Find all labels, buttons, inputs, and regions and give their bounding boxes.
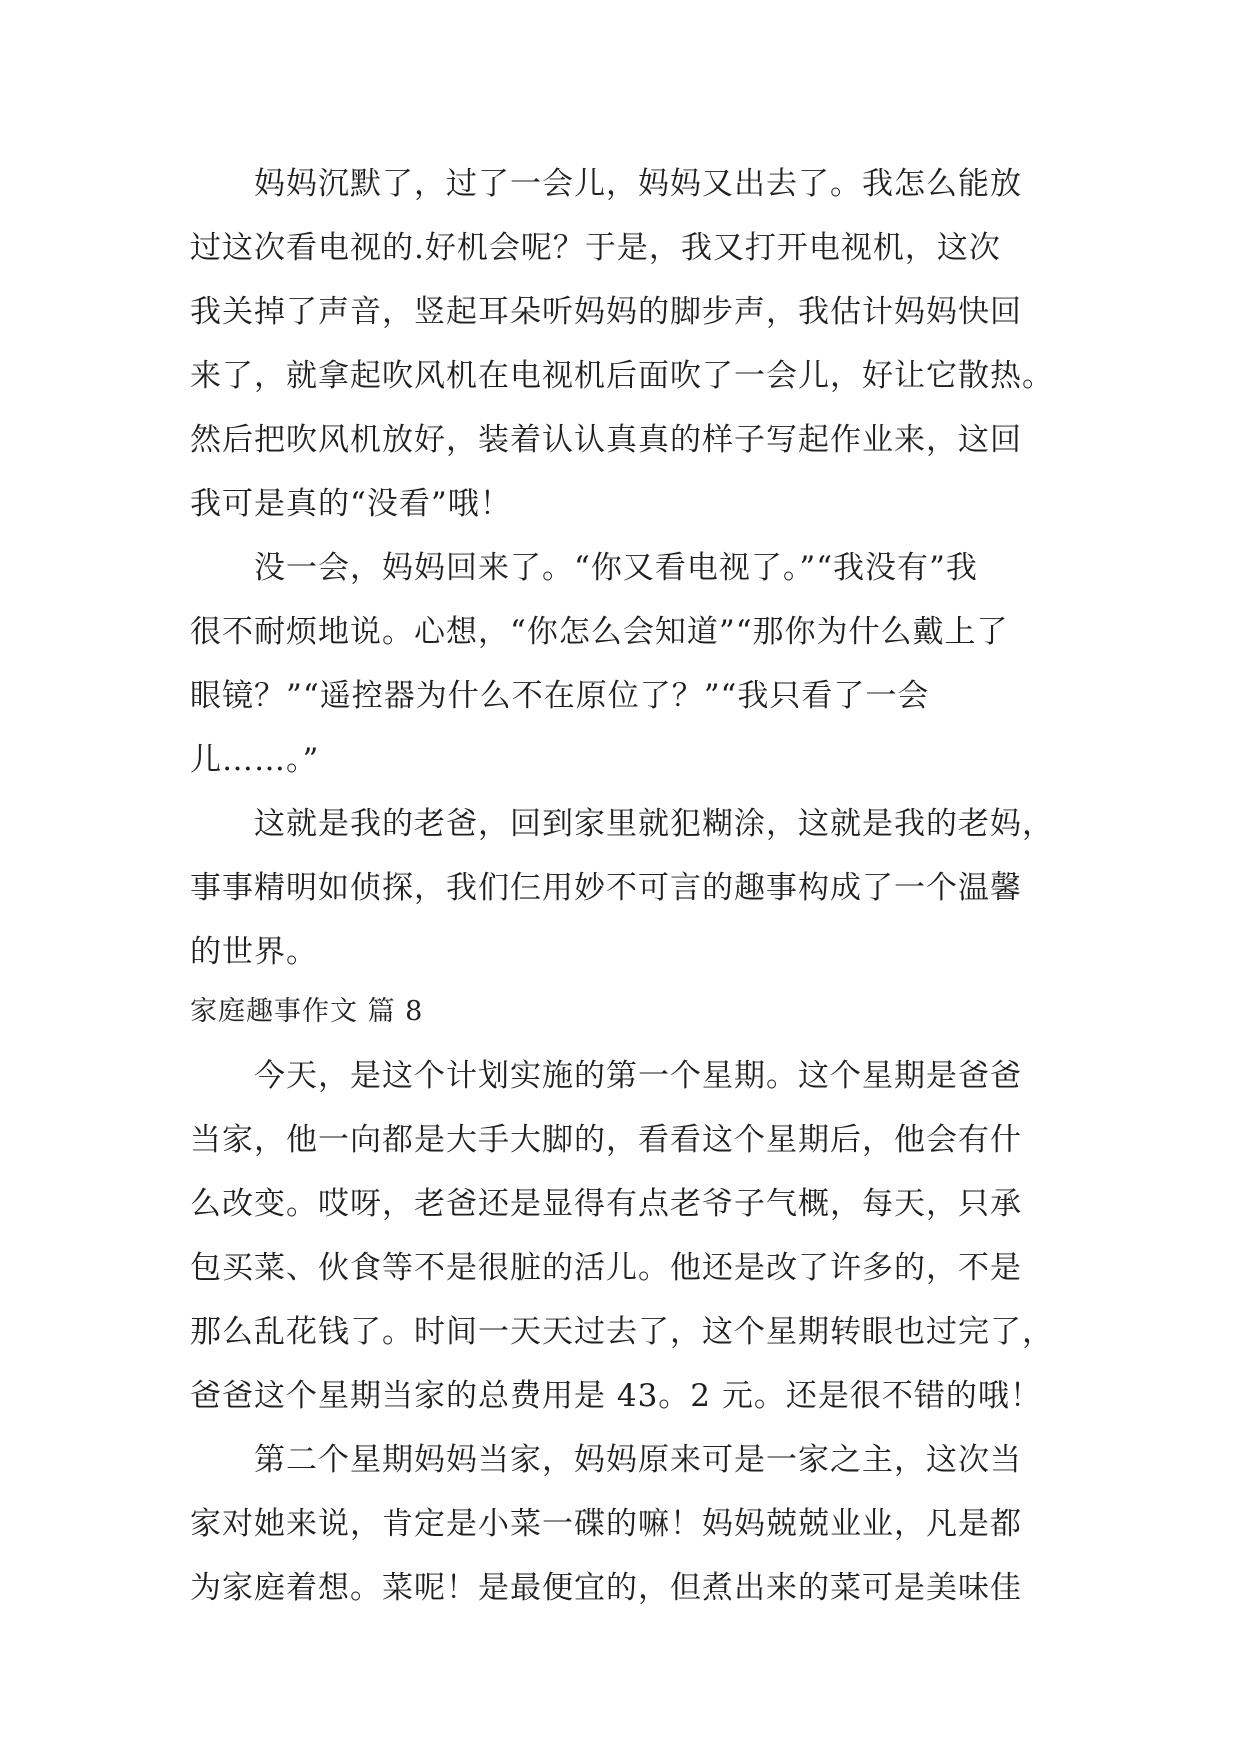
text-line: 这就是我的老爸，回到家里就犯糊涂，这就是我的老妈， [254,806,1054,842]
text-line: 事事精明如侦探，我们仨用妙不可言的趣事构成了一个温馨 [190,870,1022,906]
text-line: 爸爸这个星期当家的总费用是 43。2 元。还是很不错的哦！ [190,1378,1042,1414]
text-line: 包买菜、伙食等不是很脏的活儿。他还是改了许多的，不是 [190,1250,1022,1286]
text-line: 么改变。哎呀，老爸还是显得有点老爷子气概，每天，只承 [190,1186,1022,1222]
text-line: 我关掉了声音，竖起耳朵听妈妈的脚步声，我估计妈妈快回 [190,294,1022,330]
text-line: 没一会，妈妈回来了。“你又看电视了。”“我没有”我 [254,550,978,586]
paragraph [190,792,1054,984]
article-body-bottom [190,1044,1054,1620]
text-line: 家对她来说，肯定是小菜一碟的嘛！妈妈兢兢业业，凡是都 [190,1506,1022,1542]
text-line: 眼镜？”“遥控器为什么不在原位了？”“我只看了一会 [190,678,930,714]
section-heading-block [190,980,1050,1044]
text-line: 妈妈沉默了，过了一会儿，妈妈又出去了。我怎么能放 [254,166,1022,202]
text-line: 当家，他一向都是大手大脚的，看看这个星期后，他会有什 [190,1122,1022,1158]
text-line: 我可是真的“没看”哦！ [190,486,512,522]
text-line: 儿……。” [190,742,320,778]
paragraph [190,1428,1050,1620]
text-line: 第二个星期妈妈当家，妈妈原来可是一家之主，这次当 [254,1442,1022,1478]
paragraph [190,1044,1054,1428]
paragraph [190,152,1054,536]
text-line: 的世界。 [190,934,318,970]
text-line: 很不耐烦地说。心想，“你怎么会知道”“那你为什么戴上了 [190,614,1009,650]
text-line: 来了，就拿起吹风机在电视机后面吹了一会儿，好让它散热。 [190,358,1054,394]
text-line: 过这次看电视的.好机会呢？于是，我又打开电视机，这次 [190,230,1001,266]
paragraph [190,536,1050,792]
text-line: 为家庭着想。菜呢！是最便宜的，但煮出来的菜可是美味佳 [190,1570,1022,1606]
text-line: 今天，是这个计划实施的第一个星期。这个星期是爸爸 [254,1058,1022,1094]
section-heading: 家庭趣事作文 篇 8 [190,996,424,1027]
article-body-top [190,152,1054,984]
text-line: 那么乱花钱了。时间一天天过去了，这个星期转眼也过完了， [190,1314,1054,1350]
text-line: 然后把吹风机放好，装着认认真真的样子写起作业来，这回 [190,422,1022,458]
